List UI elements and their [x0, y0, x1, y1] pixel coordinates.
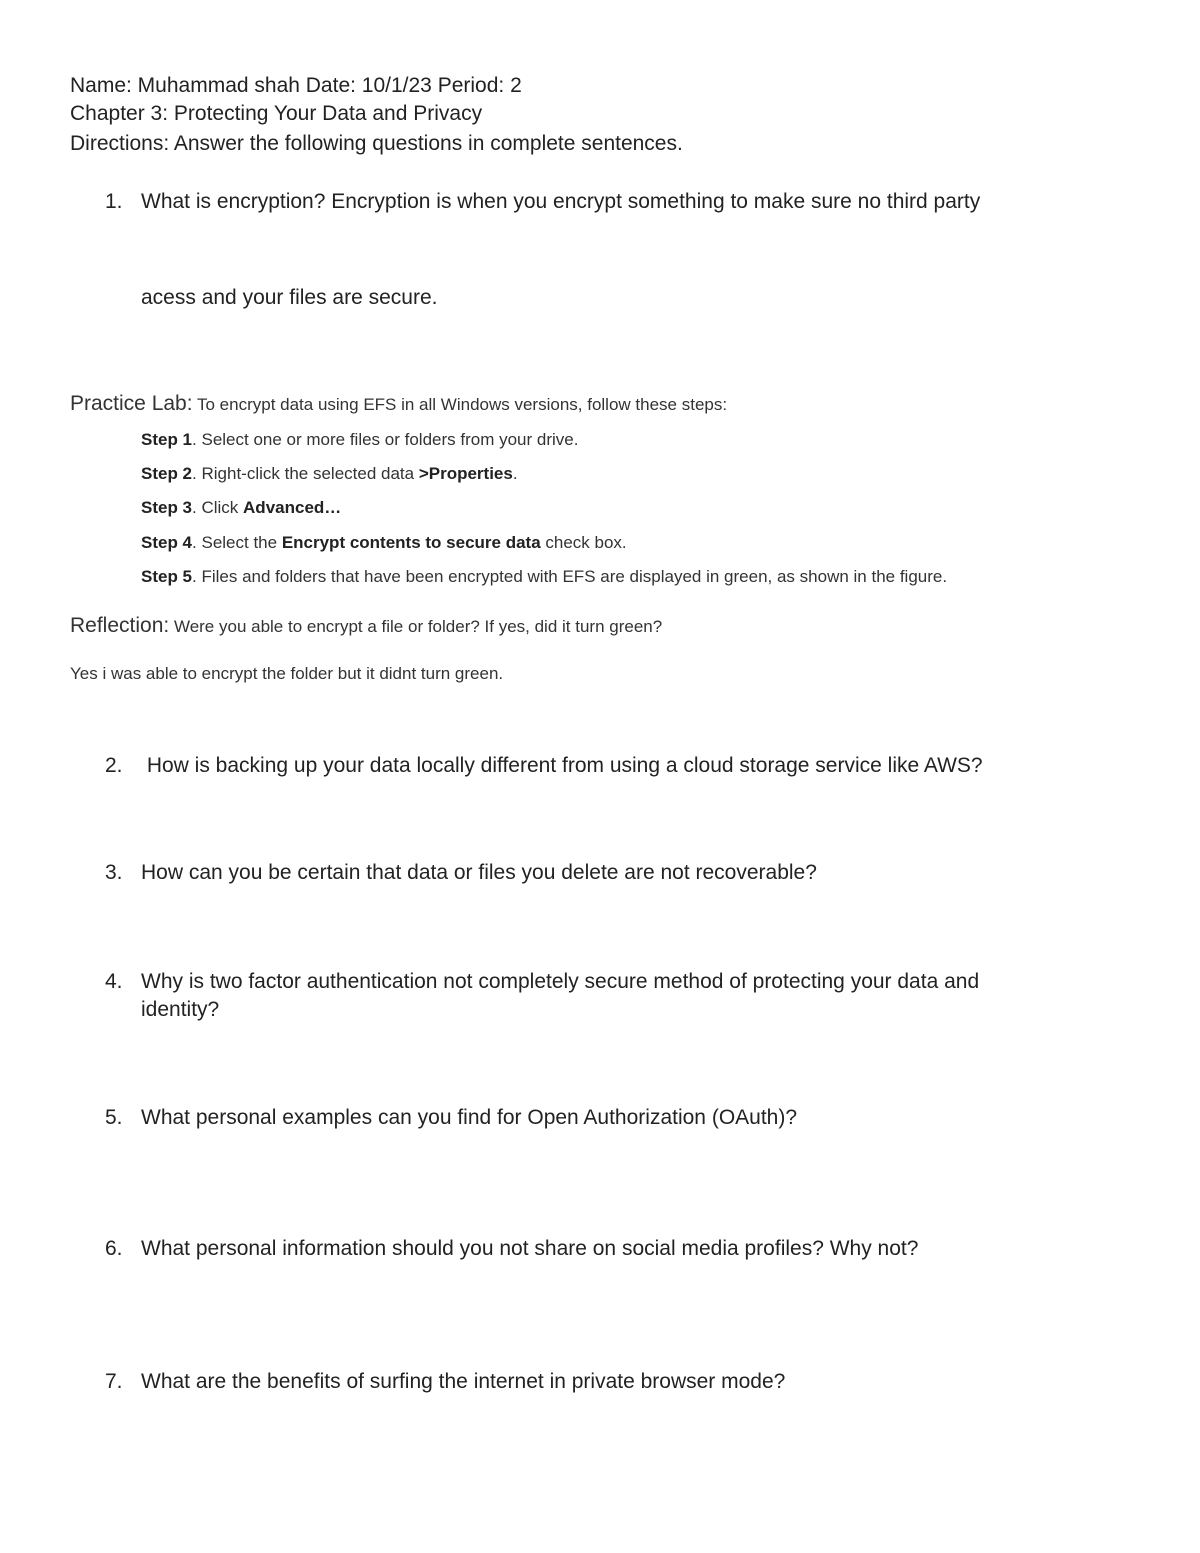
question-4-text-line2: identity?: [141, 998, 220, 1021]
question-1-answer: acess and your files are secure.: [141, 286, 438, 309]
lab-step-5: [141, 565, 947, 589]
step-text: . Files and folders that have been encrypted with EFS are displayed in green, as shown in the figure.: [192, 567, 948, 586]
step-text: . Select one or more files or folders from your drive.: [192, 430, 579, 449]
practice-lab-colon: :: [186, 392, 193, 415]
step-bold: >Properties: [418, 464, 513, 483]
step-label: Step 4: [141, 533, 193, 552]
question-number: 6.: [105, 1237, 123, 1260]
step-bold: Advanced…: [243, 498, 342, 517]
step-bold: Encrypt contents to secure data: [281, 533, 541, 552]
question-number: 7.: [105, 1370, 123, 1393]
reflection-colon: :: [163, 614, 170, 637]
reflection-answer: Yes i was able to encrypt the folder but it didnt turn green.: [70, 664, 504, 683]
header-name-date-period: Name: Muhammad shah Date: 10/1/23 Period: 2: [70, 74, 522, 97]
practice-lab-title: Practice Lab: [70, 392, 187, 415]
step-text: . Click: [192, 498, 244, 517]
reflection: [70, 612, 662, 640]
question-4-text: Why is two factor authentication not completely secure method of protecting your data and: [141, 970, 980, 993]
step-label: Step 3: [141, 498, 193, 517]
step-label: Step 2: [141, 464, 193, 483]
question-2-text: How is backing up your data locally different from using a cloud storage service like AWS?: [141, 754, 983, 777]
chapter-title: Chapter 3: Protecting Your Data and Privacy: [70, 102, 483, 125]
lab-step-1: [141, 428, 578, 452]
question-7-text: What are the benefits of surfing the internet in private browser mode?: [141, 1370, 786, 1393]
question-number: 1.: [105, 190, 123, 213]
practice-lab: [70, 390, 727, 418]
reflection-title: Reflection: [70, 614, 164, 637]
question-3-text: How can you be certain that data or files you delete are not recoverable?: [141, 861, 817, 884]
directions: Directions: Answer the following questions in complete sentences.: [70, 132, 683, 155]
step-label: Step 1: [141, 430, 193, 449]
lab-step-3: [141, 496, 341, 520]
question-number: 3.: [105, 861, 123, 884]
question-number: 5.: [105, 1106, 123, 1129]
step-tail: .: [512, 464, 518, 483]
practice-lab-intro: To encrypt data using EFS in all Windows versions, follow these steps:: [192, 395, 728, 414]
step-label: Step 5: [141, 567, 193, 586]
lab-step-4: [141, 531, 627, 555]
step-tail: check box.: [540, 533, 627, 552]
question-1-text: What is encryption? Encryption is when you encrypt something to make sure no third party: [141, 190, 981, 213]
step-text: . Select the: [192, 533, 282, 552]
question-number: 2.: [105, 754, 123, 777]
question-number: 4.: [105, 970, 123, 993]
step-text: . Right-click the selected data: [192, 464, 419, 483]
question-6-text: What personal information should you not share on social media profiles? Why not?: [141, 1237, 919, 1260]
question-5-text: What personal examples can you find for Open Authorization (OAuth)?: [141, 1106, 798, 1129]
reflection-prompt: Were you able to encrypt a file or folder? If yes, did it turn green?: [169, 617, 663, 636]
lab-step-2: [141, 462, 518, 486]
